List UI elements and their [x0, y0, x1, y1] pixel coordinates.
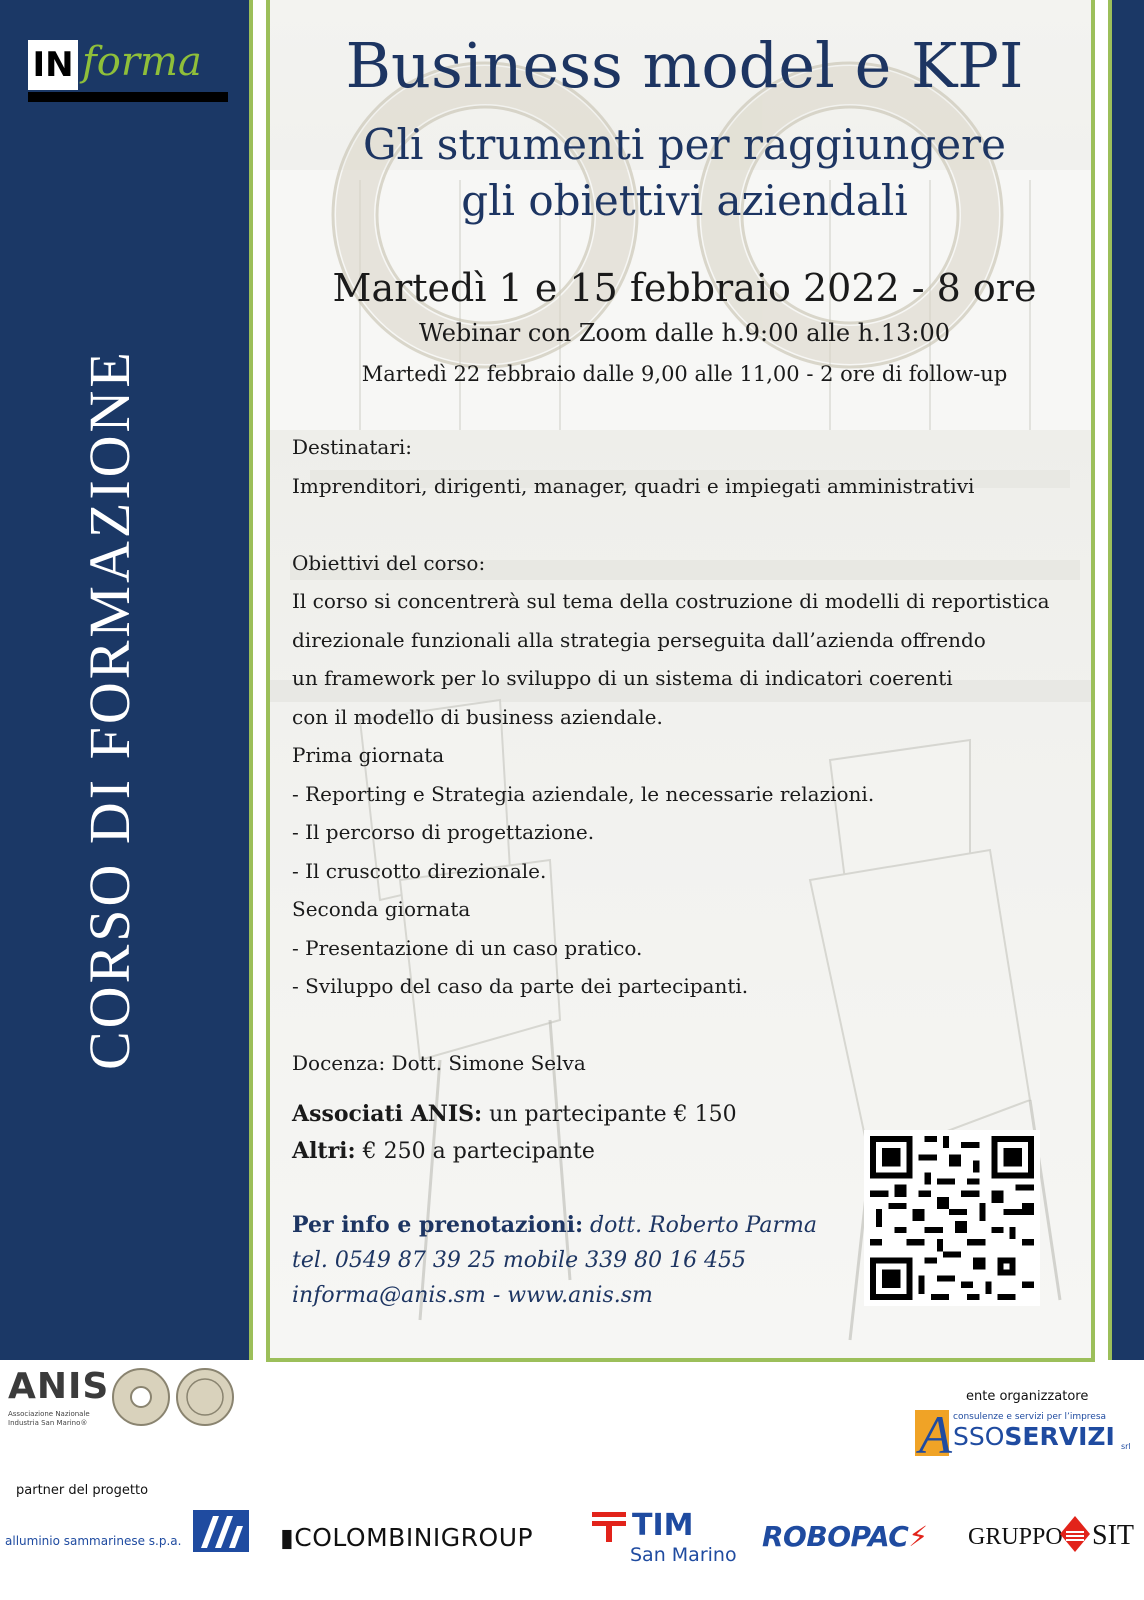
- colombini-icon: ▮: [280, 1523, 295, 1552]
- assoservizi-name: SSOSERVIZI: [953, 1422, 1115, 1451]
- bolt-icon: ⚡: [908, 1520, 928, 1553]
- webinar-info: Webinar con Zoom dalle h.9:00 alle h.13:00: [419, 319, 950, 347]
- obiettivi-line: con il modello di business aziendale.: [292, 704, 663, 729]
- right-sidebar: [1108, 0, 1144, 1360]
- tim-icon: [592, 1512, 626, 1542]
- vertical-title: CORSO DI FORMAZIONE: [77, 349, 142, 1070]
- obiettivi-line: un framework per lo sviluppo di un sistema di indicatori coerenti: [292, 666, 953, 690]
- organizer-label: ente organizzatore: [966, 1389, 1089, 1404]
- contact-name: dott. Roberto Parma: [583, 1213, 817, 1238]
- destinatari-text: Imprenditori, dirigenti, manager, quadri e impiegati amministrativi: [292, 473, 975, 498]
- alluminio-sammarinese-logo: [5, 1510, 245, 1570]
- partner-label: partner del progetto: [16, 1483, 149, 1498]
- robopac-text: ROBOPAC: [762, 1520, 909, 1553]
- robopac-logo: [762, 1508, 942, 1568]
- page-title: Business model e KPI: [345, 29, 1024, 102]
- obiettivi-label: Obiettivi del corso:: [292, 550, 486, 575]
- logo-underline: [28, 92, 228, 102]
- obiettivi-line: Il corso si concentrerà sul tema della costruzione di modelli di reportistica: [292, 589, 1050, 613]
- docenza: Docenza: Dott. Simone Selva: [292, 1051, 586, 1075]
- left-sidebar: [0, 0, 253, 1360]
- colombini-logo: [280, 1510, 560, 1570]
- alsam-text: alluminio sammarinese s.p.a.: [5, 1534, 182, 1548]
- anis-word: ANIS: [8, 1366, 110, 1407]
- assoservizi-logo: [915, 1405, 1140, 1466]
- destinatari-label: Destinatari:: [292, 435, 413, 459]
- anis-coins-icon: [110, 1366, 240, 1428]
- logo-forma: forma: [82, 39, 202, 85]
- alsam-icon: [193, 1510, 249, 1552]
- main-panel: [266, 0, 1095, 1362]
- altri-price: € 250 a partecipante: [355, 1139, 595, 1164]
- tim-sub: San Marino: [630, 1544, 737, 1566]
- anis-logo: [8, 1366, 248, 1456]
- day1-item: - Il percorso di progettazione.: [292, 820, 595, 844]
- contact-web[interactable]: informa@anis.sm - www.anis.sm: [292, 1283, 653, 1308]
- altri-label: Altri:: [292, 1138, 356, 1164]
- tim-text: TIM: [632, 1508, 694, 1543]
- anis-subtitle: Associazione Nazionale Industria San Marino®: [8, 1410, 90, 1427]
- day2-label: Seconda giornata: [292, 897, 471, 921]
- followup-info: Martedì 22 febbraio dalle 9,00 alle 11,00 - 2 ore di follow-up: [361, 362, 1008, 386]
- assoservizi-tag: consulenze e servizi per l’impresa: [953, 1412, 1107, 1422]
- subtitle-line-1: Gli strumenti per raggiungere: [363, 120, 1006, 169]
- gruppo-sit-logo: [968, 1510, 1140, 1570]
- informa-logo: [28, 40, 228, 100]
- assoservizi-srl: srl: [1121, 1442, 1131, 1451]
- contact-info: [292, 1208, 817, 1313]
- colombini-text: COLOMBINIGROUP: [294, 1523, 534, 1552]
- day2-item: - Presentazione di un caso pratico.: [292, 935, 643, 960]
- day1-label: Prima giornata: [292, 743, 445, 767]
- day2-item: - Sviluppo del caso da parte dei partecipanti.: [292, 974, 749, 998]
- course-description: [292, 428, 1072, 1083]
- tim-logo: [592, 1508, 742, 1568]
- gruppo-text: GRUPPO: [968, 1524, 1063, 1550]
- obiettivi-line: direzionale funzionali alla strategia perseguita dall’azienda offrendo: [292, 627, 986, 652]
- assoservizi-a-icon: A: [919, 1405, 952, 1465]
- assoc-price: un partecipante € 150: [482, 1102, 737, 1127]
- logo-in: IN: [28, 40, 78, 90]
- contact-label: Per info e prenotazioni:: [292, 1212, 584, 1238]
- contact-phones: tel. 0549 87 39 25 mobile 339 80 16 455: [292, 1248, 747, 1273]
- qr-code[interactable]: [864, 1130, 1040, 1306]
- course-date: Martedì 1 e 15 febbraio 2022 - 8 ore: [332, 266, 1037, 310]
- pricing: [292, 1096, 737, 1170]
- subtitle-line-2: gli obiettivi aziendali: [461, 176, 908, 225]
- assoc-label: Associati ANIS:: [292, 1101, 483, 1127]
- day1-item: - Il cruscotto direzionale.: [292, 858, 547, 883]
- day1-item: - Reporting e Strategia aziendale, le necessarie relazioni.: [292, 781, 875, 806]
- sit-diamond-icon: [1058, 1514, 1092, 1564]
- sit-text: SIT: [1092, 1520, 1134, 1551]
